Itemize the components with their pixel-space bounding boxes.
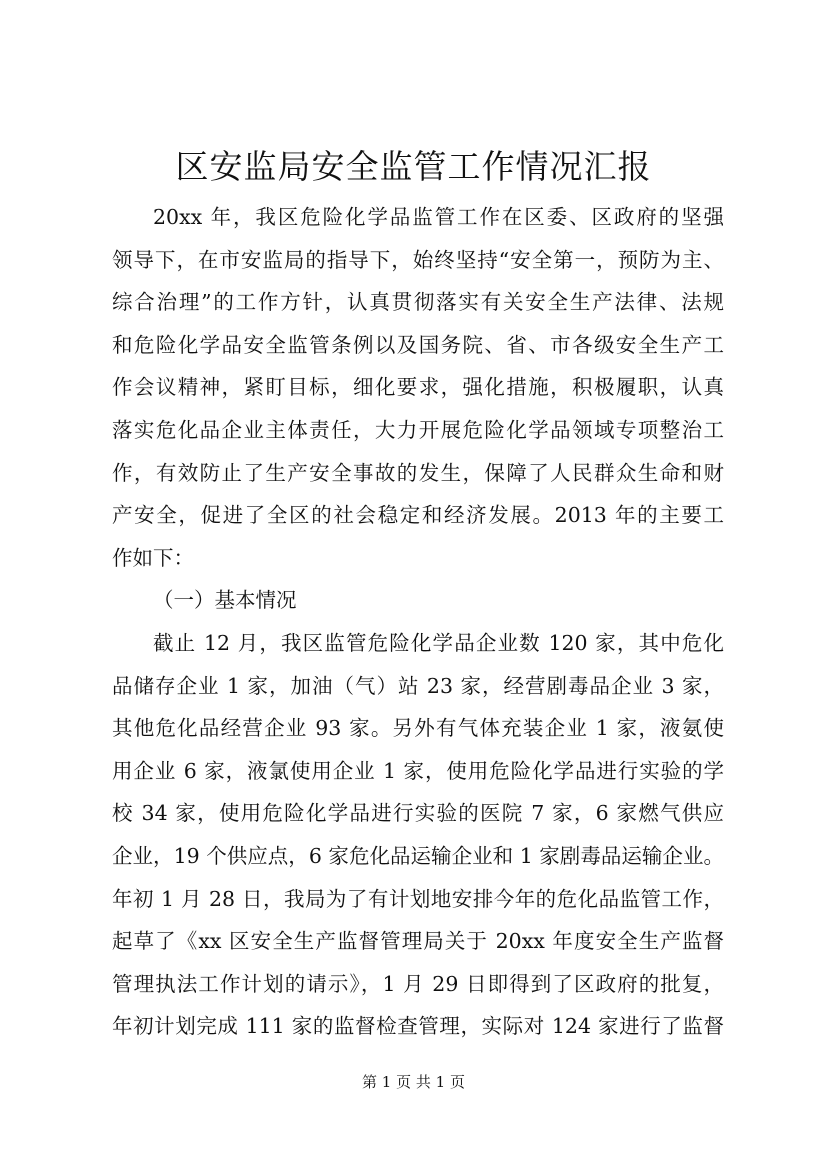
paragraph-line: 校 34 家，使用危险化学品进行实验的医院 7 家，6 家燃气供应 bbox=[112, 801, 724, 826]
paragraph-line: 企业，19 个供应点，6 家危化品运输企业和 1 家剧毒品运输企业。 bbox=[112, 843, 724, 868]
paragraph-line: 起草了《xx 区安全生产监督管理局关于 20xx 年度安全生产监督 bbox=[112, 929, 724, 954]
paragraph-line: 品储存企业 1 家，加油（气）站 23 家，经营剧毒品企业 3 家， bbox=[112, 673, 724, 698]
paragraph-line: 年初 1 月 28 日，我局为了有计划地安排今年的危化品监管工作， bbox=[112, 886, 724, 911]
paragraph-line: 管理执法工作计划的请示》，1 月 29 日即得到了区政府的批复， bbox=[112, 971, 724, 996]
paragraph-line: 20xx 年，我区危险化学品监管工作在区委、区政府的坚强 bbox=[153, 205, 724, 229]
paragraph-line: 年初计划完成 111 家的监督检查管理，实际对 124 家进行了监督 bbox=[112, 1014, 724, 1039]
paragraph-line: 作，有效防止了生产安全事故的发生，保障了人民群众生命和财 bbox=[112, 460, 724, 485]
paragraph-line: 产安全，促进了全区的社会稳定和经济发展。2013 年的主要工 bbox=[112, 503, 724, 528]
paragraph-line: 作如下： bbox=[112, 545, 194, 570]
paragraph-line: 其他危化品经营企业 93 家。另外有气体充装企业 1 家，液氨使 bbox=[112, 716, 724, 741]
paragraph-line: 和危险化学品安全监管条例以及国务院、省、市各级安全生产工 bbox=[112, 332, 724, 357]
paragraph-line: 用企业 6 家，液氯使用企业 1 家，使用危险化学品进行实验的学 bbox=[112, 758, 724, 783]
paragraph-line: 作会议精神，紧盯目标，细化要求，强化措施，积极履职，认真 bbox=[112, 375, 724, 400]
page-footer: 第 1 页 共 1 页 bbox=[362, 1073, 465, 1091]
paragraph-line: 落实危化品企业主体责任，大力开展危险化学品领域专项整治工 bbox=[112, 417, 724, 442]
paragraph-line: 综合治理”的工作方针，认真贯彻落实有关安全生产法律、法规 bbox=[112, 290, 724, 315]
document-body bbox=[112, 196, 724, 1048]
paragraph-line: 领导下，在市安监局的指导下，始终坚持“安全第一，预防为主、 bbox=[112, 247, 724, 272]
section-heading: （一）基本情况 bbox=[153, 588, 297, 613]
paragraph-line: 截止 12 月，我区监管危险化学品企业数 120 家，其中危化 bbox=[153, 630, 724, 655]
document-title: 区安监局安全监管工作情况汇报 bbox=[175, 147, 652, 186]
